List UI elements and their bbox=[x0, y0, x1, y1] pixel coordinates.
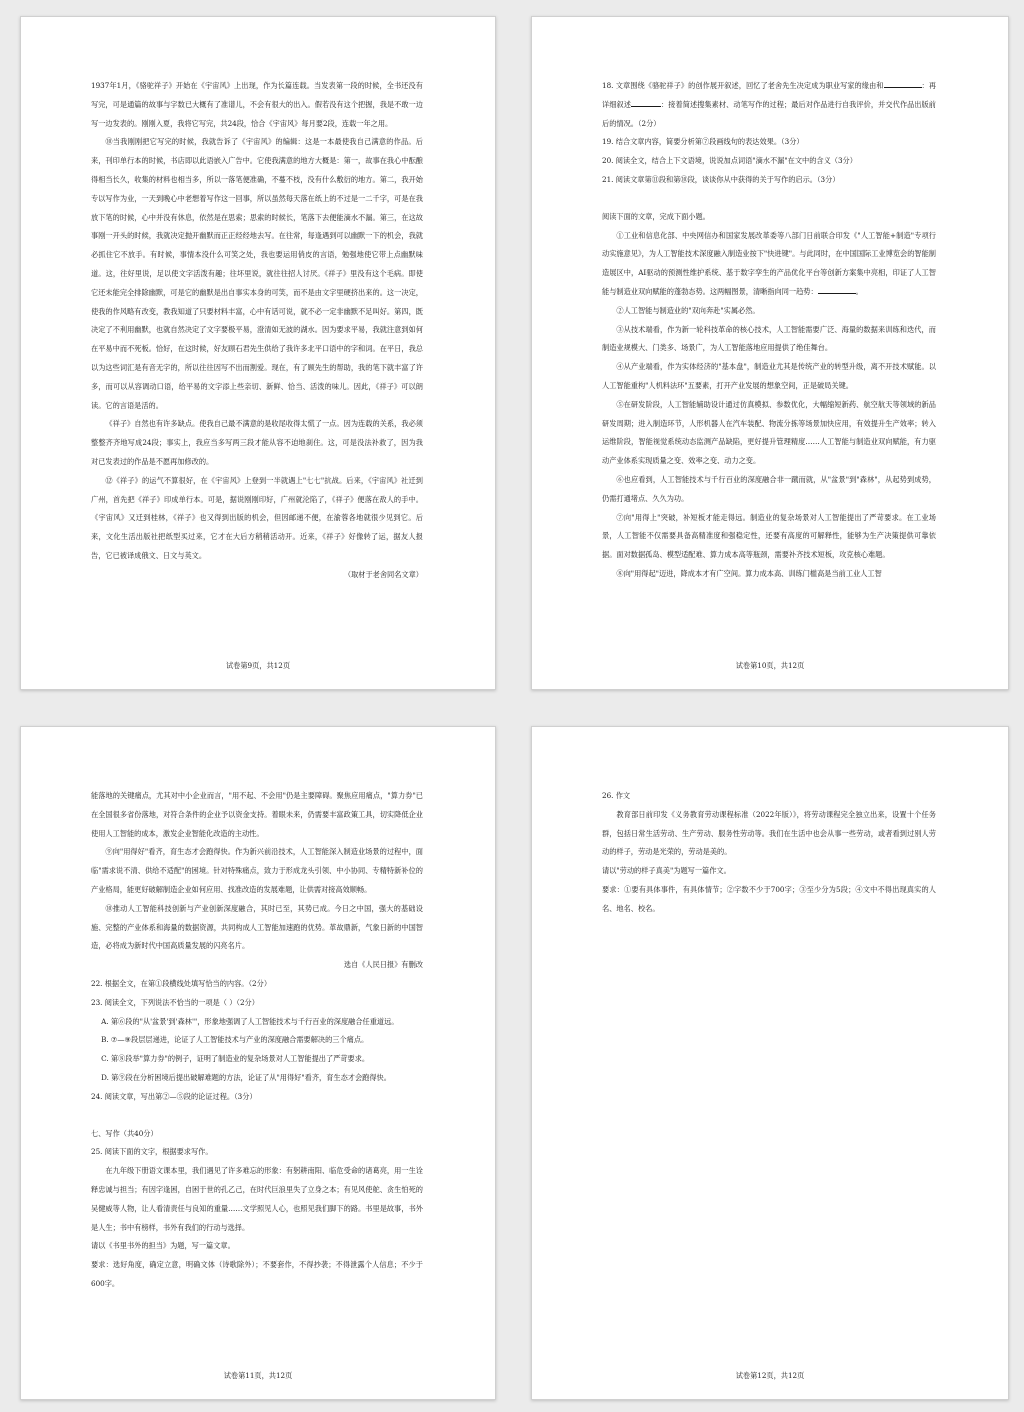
writing-requirements: 要求：①要有具体事件，有具体情节；②字数不少于700字；③至少分为5段；④文中不得出现真实的人名、地名、校名。 bbox=[602, 884, 936, 913]
option-d[interactable]: D. 第⑨段在分析困境后提出破解难题的方法，论证了从"用得好"看齐，育生态才会跑得快。 bbox=[101, 1072, 391, 1082]
question-22: 22. 根据全文，在第①段横线处填写恰当的内容。（2分） bbox=[91, 978, 272, 988]
exam-page-12 bbox=[531, 726, 1009, 1400]
exam-page-11 bbox=[20, 726, 496, 1400]
answer-blank[interactable] bbox=[884, 79, 922, 88]
question-21: 21. 阅读文章第⑪段和第⑩段，谈谈你从中获得的关于写作的启示。（3分） bbox=[602, 174, 840, 184]
question-text: 18. 文章围绕《骆驼祥子》的创作展开叙述，回忆了老舍先生决定成为职业写家的缘由和 bbox=[602, 81, 884, 90]
exam-page-10 bbox=[531, 16, 1009, 690]
paragraph: ⑩当我刚刚把它写完的时候，我就告诉了《宇宙风》的编辑：这是一本最使我自己满意的作品。后来，刊印单行本的时候，书店即以此语嵌入广告中。它使我满意的地方大概是：第一，故事在我心中酝酿得相当长久，收集的材料也相当多，所以一落笔便准确，不蔓不枝，没有什么敷衍的地方。第二，我开始专以写作为业，一天到晚心中老想着写作这一回事，所以虽然每天落在纸上的不过是一二千字，可是在我放下笔的时候，心中并没有休息，依然是在思索；思索的时候长，笔落下去便能滴水不漏。第三，在这故事刚一开头的时候，我就决定抛开幽默而正正经经地去写。在往常，每逢遇到可以幽默一下的机会，我就必抓住它不放手。有时候，事情本没什么可笑之处，我也要运用俏皮的言语，勉强地使它带上点幽默味道。这，往好里说，足以使文字活泼有趣；往坏里说，就往往招人讨厌。《祥子》里没有这个毛病。即使它还未能完全排除幽默，可是它的幽默是出自事实本身的可笑，而不是由文字里硬挤出来的。这一决定，使我的作风略有改变，教我知道了只要材料丰富，心中有话可说，就不必一定非幽默不足叫好。第四，既决定了不利用幽默，也就自然决定了文字要极平易，澄清如无波的湖水。因为要求平易，我就注意到如何在平易中而不死板。恰好，在这时候，好友顾石君先生供给了我许多北平口语中的字和词。在平日，我总以为这些词汇是有音无字的，所以往往因写不出而割爱。现在，有了顾先生的帮助，我的笔下就丰富了许多，而可以从容调动口语，给平易的文字添上些亲切、新鲜、恰当、活泼的味儿。因此，《祥子》可以朗读。它的言语是活的。 bbox=[91, 137, 423, 410]
paragraph-text: ①工业和信息化部、中央网信办和国家发展改革委等八部门日前联合印发《"人工智能+制造"专项行动实施意见》，为人工智能技术深度融入制造业按下"快进键"。与此同时，在中国国际工业博览会的智能制造展区中，AI驱动的预测性维护系统、基于数字孪生的产品优化平台等创新方案集中亮相，印证了人工智能与制造业双向赋能的蓬勃态势。这两幅图景，清晰指向同一趋势： bbox=[602, 230, 936, 296]
writing-instruction: 请以《书里书外的担当》为题，写一篇文章。 bbox=[91, 1241, 235, 1251]
question-18 bbox=[602, 77, 936, 133]
question-23: 23. 阅读全文，下列说法不恰当的一项是（ ）（2分） bbox=[91, 997, 259, 1007]
option-b[interactable]: B. ⑦—⑨段层层递进，论证了人工智能技术与产业的深度融合需要解决的三个痛点。 bbox=[101, 1035, 369, 1045]
paragraph: ②人工智能与制造业的"双向奔赴"实属必然。 bbox=[616, 305, 760, 315]
writing-requirements: 要求：选好角度，确定立意，明确文体（诗歌除外）；不要套作，不得抄袭；不得泄露个人信息；不少于600字。 bbox=[91, 1260, 423, 1288]
paragraph: ⑨向"用得好"看齐，育生态才会跑得快。作为新兴前沿技术，人工智能深入制造业场景的过程中，面临"需求说不清、供给不适配"的困境。针对特殊痛点，致力于形成龙头引领、中小协同、专精特新补位的产业格局，能更好破解制造企业如何应用、找准改造的发展难题，让供需对接高效顺畅。 bbox=[91, 847, 423, 894]
question-text: ：再详细叙述 bbox=[602, 81, 936, 109]
option-c[interactable]: C. 第⑧段举"算力券"的例子，证明了制造业的复杂场景对人工智能提出了严苛要求。 bbox=[101, 1054, 370, 1064]
paragraph: ⑩推动人工智能科技创新与产业创新深度融合，其时已至，其势已成。今日之中国，强大的基础设施、完整的产业体系和海量的数据资源，共同构成人工智能加速跑的优势。革故鼎新，气象日新的中国智造，必将成为新时代中国高质量发展的闪亮名片。 bbox=[91, 903, 423, 951]
paragraph: ③从技术端看，作为新一轮科技革命的核心技术，人工智能需要广泛、海量的数据来训练和迭代，而制造业规模大、门类多、场景广，为人工智能落地应用提供了绝佳舞台。 bbox=[602, 324, 936, 353]
page-9-content bbox=[91, 77, 423, 585]
question-24: 24. 阅读文章，写出第②—⑤段的论证过程。（3分） bbox=[91, 1091, 257, 1101]
page-footer: 试卷第10页，共12页 bbox=[735, 661, 805, 670]
writing-prompt: 教育部日前印发《义务教育劳动课程标准（2022年版）》，将劳动课程完全独立出来，设置十个任务群，包括日常生活劳动、生产劳动、服务性劳动等。我们在生活中也会从事一些劳动，或者看到过别人劳动的样子，劳动是光荣的，劳动是美的。 bbox=[602, 809, 936, 857]
source-note: 选自《人民日报》有删改 bbox=[343, 960, 423, 970]
paragraph: ⑦向"用得上"突破，补短板才能走得远。制造业的复杂场景对人工智能提出了严苛要求。在工业场景，人工智能不仅需要具备高精准度和强稳定性，还要有高度的可解释性，能够为生产决策提供可靠依据。面对数据孤岛、模型适配难、算力成本高等瓶颈，需要补齐技术短板，攻克核心难题。 bbox=[602, 512, 936, 560]
answer-blank[interactable] bbox=[818, 285, 856, 294]
question-text: ：接着简述搜集素材、动笔写作的过程；最后对作品进行自 bbox=[660, 99, 850, 109]
question-text: 我评价，并交代作品出版前后的情况。（2分） bbox=[602, 99, 936, 128]
page-11-content bbox=[91, 787, 423, 1294]
paragraph bbox=[602, 227, 936, 302]
page-footer: 试卷第12页，共12页 bbox=[735, 1371, 805, 1380]
paragraph: ⑧向"用得起"迈进，降成本才有广空间。算力成本高、训练门槛高是当前工业人工智 bbox=[616, 568, 882, 578]
question-26: 26. 作文 bbox=[602, 791, 631, 800]
writing-instruction: 请以"劳动的样子真美"为题写一篇作文。 bbox=[602, 866, 731, 876]
page-10-content bbox=[602, 77, 936, 584]
paragraph-text: 。 bbox=[855, 286, 863, 296]
exam-page-9 bbox=[20, 16, 496, 690]
option-a[interactable]: A. 第⑥段的"从'盆景'到'森林'"，形象地强调了人工智能技术与千行百业的深度融合任重道远。 bbox=[101, 1016, 399, 1026]
page-12-content bbox=[602, 787, 936, 919]
answer-blank[interactable] bbox=[631, 98, 661, 107]
question-25: 25. 阅读下面的文字，根据要求写作。 bbox=[91, 1147, 213, 1157]
paragraph: ⑤在研发阶段，人工智能辅助设计通过仿真模拟、参数优化，大幅缩短新药、航空航天等领域的新品研发周期；进入制造环节，人形机器人在汽车装配、物流分拣等场景加快应用，有效提升生产效率；转入运维阶段，智能视觉系统动态监测产品缺陷，更好提升管理精度……人工智能与制造业双向赋能，有力驱动产业体系实现质量之变、效率之变、动力之变。 bbox=[602, 399, 936, 466]
section-heading: 七、写作（共40分） bbox=[91, 1128, 158, 1138]
paragraph: ⑫《祥子》的运气不算很好，在《宇宙风》上登到一半就遇上"七七"抗战。后来，《宇宙风》社迁到广州，首先把《祥子》印成单行本。可是，据说刚刚印好，广州就沦陷了，《祥子》便落在敌人的手中。《宇宙风》又迁到桂林，《祥子》也又得到出版的机会，但因邮递不便，在渝蓉各地就很少见到它。后来，文化生活出版社把纸型买过来，它才在大后方稍稍活动开。近来，《祥子》好像转了运，据友人报告，它已被译成俄文、日文与英文。 bbox=[91, 475, 423, 560]
source-note: （取材于老舍同名文章） bbox=[343, 569, 423, 579]
paragraph: 1937年1月，《骆驼祥子》开始在《宇宙风》上出现，作为长篇连载。当发表第一段的时候，全书还没有写完，可是通篇的故事与字数已大概有了准谱儿，不会有很大的出入。假若没有这个把握，我是不敢一边写一边发表的。刚刚入夏，我将它写完，共24段，恰合《宇宙风》每月要2段，连载一年之用。 bbox=[91, 81, 423, 128]
question-20: 20. 阅读全文，结合上下文语境，说说加点词语"滴水不漏"在文中的含义（3分） bbox=[602, 156, 857, 166]
paragraph: 《祥子》自然也有许多缺点。使我自己最不满意的是收尾收得太慌了一点。因为连载的关系，我必须整整齐齐地写成24段；事实上，我应当多写两三段才能从容不迫地刹住。这，可是没法补救了，因为我对已发表过的作品是不愿再加修改的。 bbox=[91, 419, 423, 466]
reading-intro: 阅读下面的文章，完成下面小题。 bbox=[602, 211, 710, 221]
paragraph: ④从产业端看，作为实体经济的"基本盘"，制造业尤其是传统产业的转型升级，离不开技术赋能。以人工智能重构"人机料法环"五要素，打开产业发展的想象空间，正是破局关键。 bbox=[602, 362, 936, 390]
question-19: 19. 结合文章内容，简要分析第⑦段画线句的表达效果。（3分） bbox=[602, 137, 804, 147]
paragraph: ⑥也应看到，人工智能技术与千行百业的深度融合非一蹴而就，从"盆景"到"森林"，从起势到成势，仍需打通堵点、久久为功。 bbox=[602, 474, 936, 503]
page-footer: 试卷第11页，共12页 bbox=[223, 1371, 293, 1380]
page-footer: 试卷第9页，共12页 bbox=[225, 661, 291, 670]
writing-prompt: 在九年级下册语文课本里，我们遇见了许多难忘的形象：有躬耕南阳、临危受命的诸葛亮，用一生诠释忠诚与担当；有因字逢困，自困于世的孔乙己，在时代巨浪里失了立身之本；有见风使舵、贪生怕死的吴健威等人物，让人看清责任与良知的重量……文学照见人心，也照见我们脚下的路。书里是故事，书外是人生；书中有榜样，书外有我们的行动与选择。 bbox=[91, 1166, 423, 1232]
paragraph: 能落地的关键痛点，尤其对中小企业而言，"用不起、不会用"仍是主要障碍。聚焦应用痛点，"算力券"已在全国很多省份落地，对符合条件的企业予以资金支持。着眼未来，仍需要丰富政策工具，切实降低企业使用人工智能的成本，激发企业智能化改造的主动性。 bbox=[91, 791, 423, 838]
